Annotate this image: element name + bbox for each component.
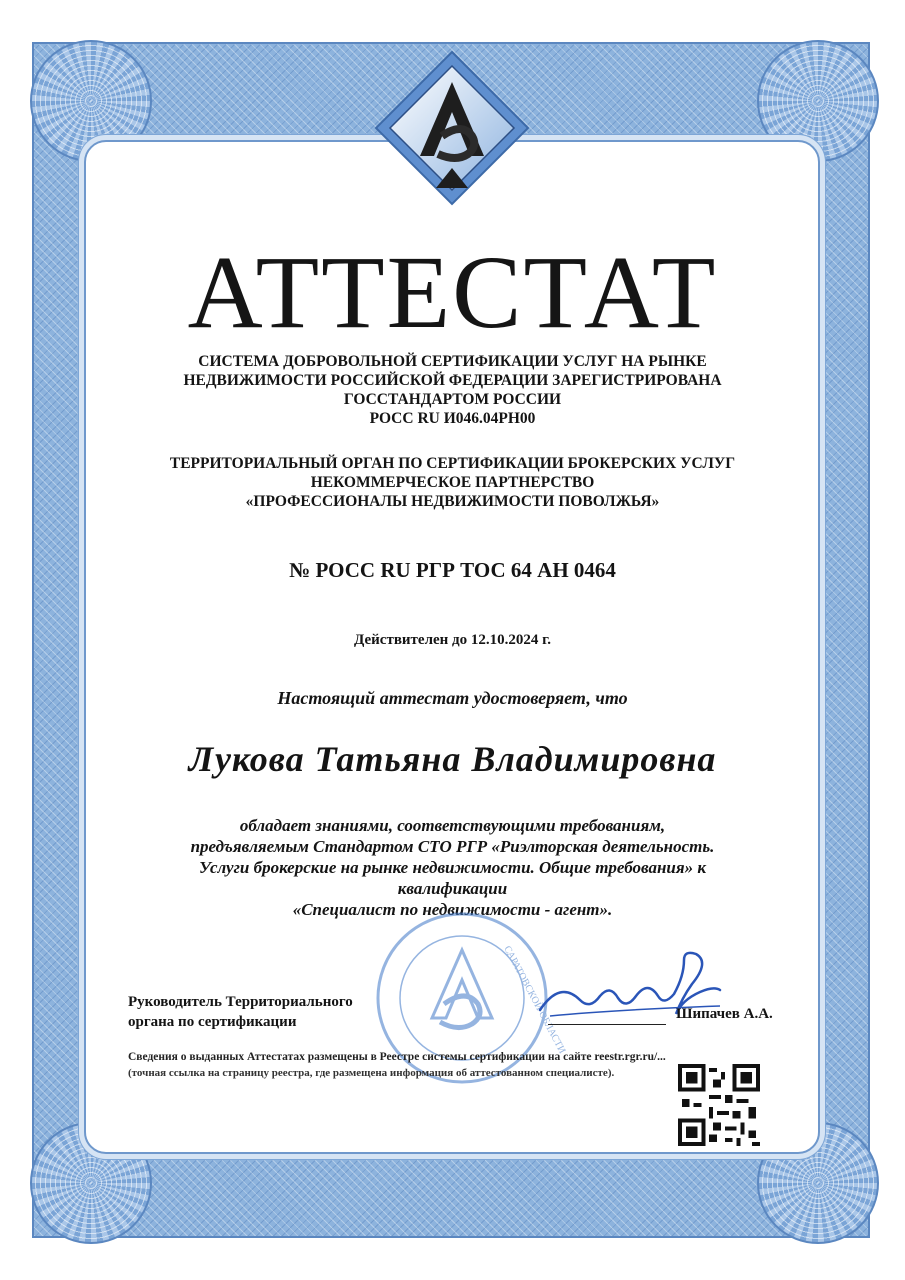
qr-code[interactable] [678, 1064, 760, 1146]
signer-name: Шипачев А.А. [676, 1006, 773, 1022]
logo-emblem [372, 48, 532, 208]
qualification-line: квалификации [397, 879, 508, 898]
organ-line: НЕКОММЕРЧЕСКОЕ ПАРТНЕРСТВО [310, 474, 595, 491]
document-title: АТТЕСТАТ [187, 235, 718, 350]
validity-date: Действителен до 12.10.2024 г. [353, 632, 552, 648]
certifies-statement: Настоящий аттестат удостоверяет, что [277, 688, 628, 708]
signer-title [128, 992, 353, 1032]
signature-line [548, 1024, 666, 1025]
qualification-line: предъявляемым Стандартом СТО РГР «Риэлторская деятельность. [190, 837, 715, 856]
system-line: РОСС RU И046.04РН00 [369, 410, 536, 427]
signer-title-line: органа по сертификации [128, 1014, 297, 1030]
holder-name: Лукова Татьяна Владимировна [188, 739, 717, 779]
qualification-line: обладает знаниями, соответствующими требованиям, [239, 816, 666, 835]
stamp-text: САРАТОВСКОЙ ОБЛАСТИ [501, 944, 568, 1056]
qualification-text [0, 815, 905, 920]
organ-block [0, 454, 905, 511]
organ-line: «ПРОФЕССИОНАЛЫ НЕДВИЖИМОСТИ ПОВОЛЖЬЯ» [245, 493, 660, 510]
system-line: НЕДВИЖИМОСТИ РОССИЙСКОЙ ФЕДЕРАЦИИ ЗАРЕГИСТРИРОВАНА [183, 372, 722, 389]
certificate-number: № РОСС RU РГР ТОС 64 АН 0464 [289, 558, 616, 582]
organ-line: ТЕРРИТОРИАЛЬНЫЙ ОРГАН ПО СЕРТИФИКАЦИИ БРОКЕРСКИХ УСЛУГ [169, 455, 736, 472]
system-line: СИСТЕМА ДОБРОВОЛЬНОЙ СЕРТИФИКАЦИИ УСЛУГ НА РЫНКЕ [198, 353, 707, 370]
signer-title-line: Руководитель Территориального [128, 994, 353, 1010]
registry-note: Сведения о выданных Аттестатах размещены в Реестре системы сертификации на сайте reestr.rgr.ru/... [128, 1051, 666, 1063]
qualification-line: «Специалист по недвижимости - агент». [292, 900, 613, 919]
logo-text: АС [372, 48, 374, 49]
registry-note-detail: (точная ссылка на страницу реестра, где размещена информация об аттестованном специалисте). [128, 1067, 615, 1079]
system-block [0, 352, 905, 428]
qualification-line: Услуги брокерские на рынке недвижимости. Общие требования» к [198, 858, 706, 877]
system-line: ГОССТАНДАРТОМ РОССИИ [343, 391, 562, 408]
